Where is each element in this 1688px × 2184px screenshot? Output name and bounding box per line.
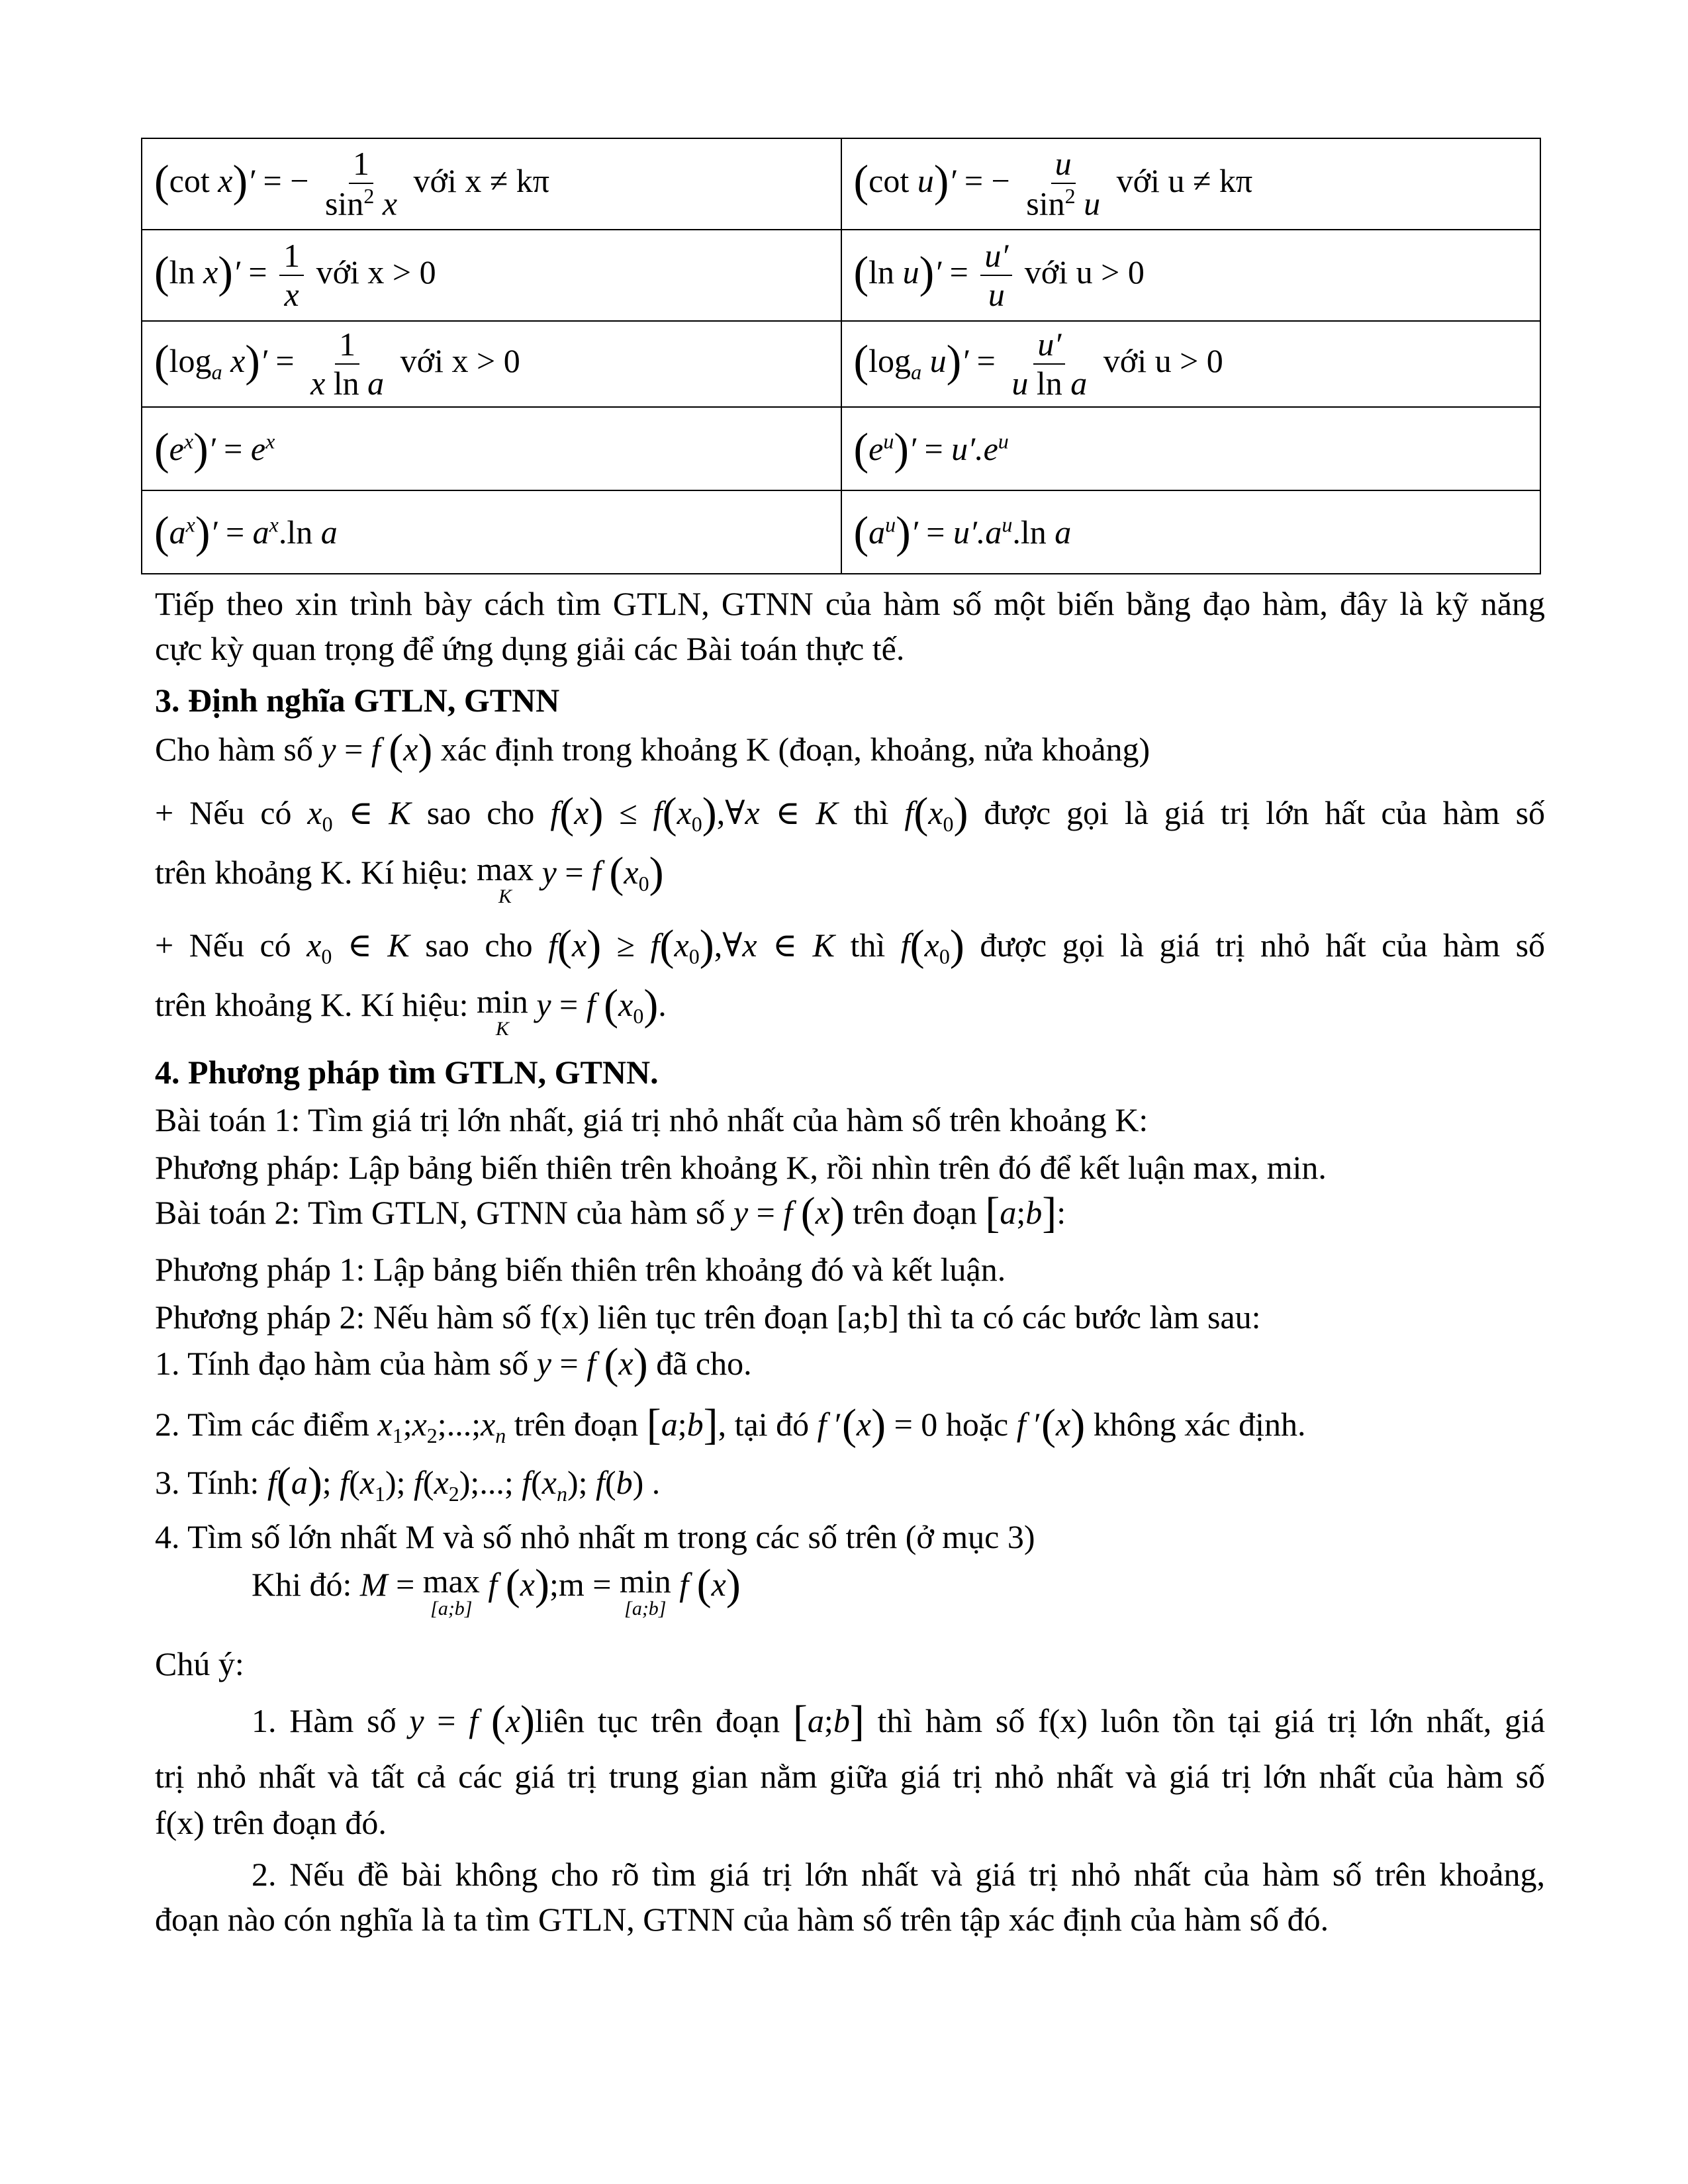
problem-2: Bài toán 2: Tìm GTLN, GTNN của hàm số y = f (x) trên đoạn [a;b]:	[155, 1189, 1066, 1237]
note-2-line-2: đoạn nào cón nghĩa là ta tìm GTLN, GTNN của hàm số trên tập xác định của hàm số đó.	[155, 1901, 1329, 1938]
note-2-line-1: 2. Nếu đề bài không cho rõ tìm giá trị lớn nhất và giá trị nhỏ nhất của hàm số trên khoảng,	[252, 1856, 1545, 1893]
note-1-line-2: trị nhỏ nhất và tất cả các giá trị trung gian nằm giữa giá trị nhỏ nhất và giá trị lớn nhất của hàm số	[155, 1758, 1545, 1795]
step-3: 3. Tính: f(a); $f(x_1)$; $f(x_2)$;...; $f(x_n)$; f(b) .	[155, 1459, 661, 1507]
step-2: 2. Tìm các điểm $x_1;x_2;...;x_n$ trên đoạn [a;b], tại đó f ′(x) = 0 hoặc f ′(x) không xác định.	[155, 1400, 1306, 1449]
result-formula: Khi đó: M = max [a;b] f (x);m = min [a;b] f (x)	[252, 1561, 741, 1619]
table-row	[142, 407, 1540, 490]
table-cell: ($\log_a$ x)′ = $\frac{1}{\text{x ln a}}$ với x > 0	[142, 321, 841, 407]
intro-line-1: Tiếp theo xin trình bày cách tìm GTLN, GTNN của hàm số một biến bằng đạo hàm, đây là kỹ năng	[155, 585, 1545, 622]
note-heading: Chú ý:	[155, 1645, 244, 1682]
section-3-intro: Cho hàm số y = f (x) xác định trong khoảng K (đoạn, khoảng, nửa khoảng)	[155, 725, 1150, 774]
section-3-heading: 3. Định nghĩa GTLN, GTNN	[155, 682, 560, 719]
table-cell: $(a^u)' = u'.a^u.\ln$ a	[841, 490, 1541, 574]
derivative-table	[141, 138, 1541, 574]
table-row	[142, 138, 1540, 230]
table-cell: (cot x)′ = − $\frac{1}{\sin^2 x}$ với x ≠ kπ	[142, 138, 841, 230]
table-cell: (ln x)′ = $\frac{1}{x}$ với x > 0	[142, 230, 841, 321]
note-1-line-1: 1. Hàm số y = f (x)liên tục trên đoạn [a;b] thì hàm số f(x) luôn tồn tại giá trị lớn nhất, giá	[252, 1697, 1546, 1745]
method-2: Phương pháp 2: Nếu hàm số f(x) liên tục trên đoạn [a;b] thì ta có các bước làm sau:	[155, 1298, 1261, 1336]
problem-1: Bài toán 1: Tìm giá trị lớn nhất, giá trị nhỏ nhất của hàm số trên khoảng K:	[155, 1101, 1149, 1138]
table-cell: (cot u)′ = − $\frac{u}{\sin^2 u}$ với u ≠ kπ	[841, 138, 1541, 230]
max-definition-line-1: + Nếu có $x_0$ ∈ K sao cho $f(x) \le f(x_0),\forall x$ ∈ K thì $f(x_0)$ được gọi là giá trị lớn hất của hàm số	[155, 789, 1546, 837]
max-definition-line-2: trên khoảng K. Kí hiệu: max K y = f $(x_0)$	[155, 848, 664, 907]
table-cell: $(e^u)' = u'.e^u$	[841, 407, 1541, 490]
table-cell: $(e^x)' = e^x$	[142, 407, 841, 490]
table-cell: $(a^x)' = a^x.\ln$ a	[142, 490, 841, 574]
table-row	[142, 230, 1540, 321]
table-row	[142, 490, 1540, 574]
step-4: 4. Tìm số lớn nhất M và số nhỏ nhất m trong các số trên (ở mục 3)	[155, 1518, 1035, 1555]
min-definition-line-1: + Nếu có $x_0$ ∈ K sao cho $f(x) \ge f(x_0),\forall x$ ∈ K thì $f(x_0)$ được gọi là giá trị nhỏ hất của hàm số	[155, 921, 1546, 970]
table-cell: ($\log_a$ u)′ = $\frac{u'}{\text{u ln a}}$ với u > 0	[841, 321, 1541, 407]
method-1: Phương pháp 1: Lập bảng biến thiên trên khoảng đó và kết luận.	[155, 1251, 1006, 1288]
table-cell: (ln u)′ = $\frac{u'}{u}$ với u > 0	[841, 230, 1541, 321]
min-definition-line-2: trên khoảng K. Kí hiệu: min K y = f $(x_0)$.	[155, 981, 667, 1040]
step-1: 1. Tính đạo hàm của hàm số y = f (x) đã cho.	[155, 1340, 752, 1388]
table-row	[142, 321, 1540, 407]
section-4-heading: 4. Phương pháp tìm GTLN, GTNN.	[155, 1054, 659, 1091]
method-problem-1: Phương pháp: Lập bảng biến thiên trên khoảng K, rồi nhìn trên đó để kết luận max, min.	[155, 1149, 1327, 1186]
note-1-line-3: f(x) trên đoạn đó.	[155, 1804, 387, 1841]
intro-line-2: cực kỳ quan trọng để ứng dụng giải các Bài toán thực tế.	[155, 630, 905, 667]
